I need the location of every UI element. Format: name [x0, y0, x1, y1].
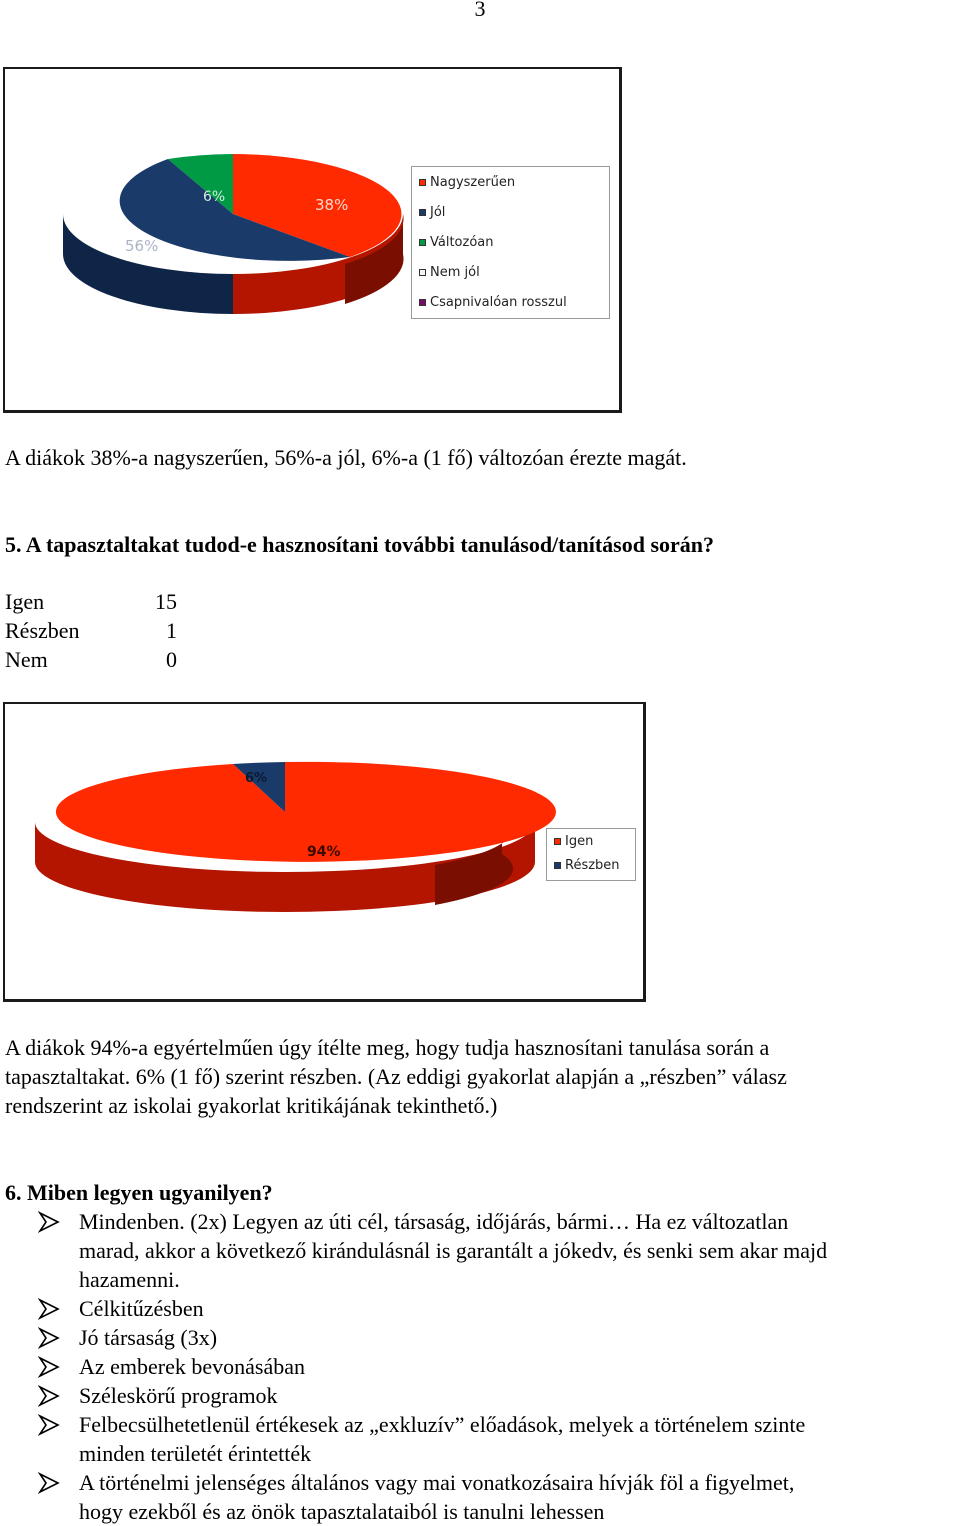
legend-item [430, 235, 494, 251]
legend-label: Nagyszerűen [430, 175, 516, 190]
list-item [0, 1381, 960, 1410]
table-label: Részben [5, 618, 80, 643]
list-item-line: hogy ezekből és az önök tapasztalataiból is tanulni lehessen [79, 1499, 605, 1524]
chart-1-frame [3, 67, 622, 413]
legend-swatch [419, 209, 426, 216]
legend-swatch [554, 862, 561, 869]
list-item-text [79, 1468, 942, 1526]
legend-swatch [419, 299, 426, 306]
table-value: 1 [166, 618, 177, 643]
legend-item [430, 205, 445, 221]
answer-list [0, 1207, 960, 1525]
list-item-line: hazamenni. [79, 1267, 180, 1292]
list-item [0, 1410, 960, 1468]
caption-2-line-2: tapasztaltakat. 6% (1 fő) szerint részben. (Az eddigi gyakorlat alapján a „részben” válasz [5, 1064, 787, 1089]
list-item-text: Jó társaság (3x) [79, 1325, 218, 1350]
arrow-bullet-icon [38, 1327, 60, 1349]
table-label: Igen [5, 589, 45, 614]
chart-2-slice-igen [56, 762, 556, 862]
legend-item [430, 295, 567, 311]
list-item-text [79, 1410, 942, 1468]
legend-label: Részben [565, 858, 620, 873]
table-value: 15 [155, 589, 177, 614]
question-6-heading: 6. Miben legyen ugyanilyen? [5, 1180, 273, 1205]
page-number: 3 [474, 0, 486, 21]
arrow-bullet-icon [38, 1298, 60, 1320]
caption-2 [5, 1033, 956, 1120]
legend-item [430, 265, 480, 281]
chart-1-label-valtozoan: 6% [203, 189, 226, 205]
answer-table [5, 587, 185, 677]
legend-swatch [554, 838, 561, 845]
caption-2-line-1: A diákok 94%-a egyértelműen úgy ítélte meg, hogy tudja hasznosítani tanulása során a [5, 1035, 770, 1060]
table-row [5, 645, 185, 674]
chart-1-label-nagyszeruen: 38% [315, 196, 349, 214]
arrow-bullet-icon [38, 1211, 60, 1233]
table-row [5, 616, 185, 645]
chart-1-legend [411, 166, 610, 319]
legend-label: Igen [565, 834, 594, 849]
list-item [0, 1352, 960, 1381]
legend-swatch [419, 239, 426, 246]
question-5-heading: 5. A tapasztaltakat tudod-e hasznosítani további tanulásod/tanításod során? [5, 532, 715, 557]
arrow-bullet-icon [38, 1385, 60, 1407]
legend-label: Nem jól [430, 265, 480, 280]
chart-2-frame [3, 702, 646, 1002]
list-item [0, 1294, 960, 1323]
legend-item [565, 834, 593, 850]
arrow-bullet-icon [38, 1414, 60, 1436]
list-item-text: Célkitűzésben [79, 1296, 204, 1321]
legend-swatch [419, 269, 426, 276]
legend-label: Jól [430, 205, 446, 220]
arrow-bullet-icon [38, 1356, 60, 1378]
legend-item [565, 858, 620, 874]
list-item-line: Mindenben. (2x) Legyen az úti cél, társaság, időjárás, bármi… Ha ez változatlan [79, 1209, 789, 1234]
chart-1-label-jol: 56% [125, 237, 159, 255]
list-item-line: Felbecsülhetetlenül értékesek az „exkluzív” előadások, melyek a történelem szinte [79, 1412, 806, 1437]
list-item [0, 1468, 960, 1526]
list-item-text: Az emberek bevonásában [79, 1354, 306, 1379]
list-item [0, 1207, 960, 1294]
legend-swatch [419, 179, 426, 186]
table-label: Nem [5, 647, 48, 672]
list-item [0, 1323, 960, 1352]
list-item-line: minden területét érintették [79, 1441, 312, 1466]
list-item-text [79, 1207, 942, 1294]
table-value: 0 [166, 647, 177, 672]
legend-label: Változóan [430, 235, 494, 250]
caption-2-line-3: rendszerint az iskolai gyakorlat kritikájának tekinthető.) [5, 1093, 498, 1118]
list-item-text: Széleskörű programok [79, 1383, 278, 1408]
legend-label: Csapnivalóan rosszul [430, 295, 567, 310]
caption-1: A diákok 38%-a nagyszerűen, 56%-a jól, 6%-a (1 fő) változóan érezte magát. [5, 445, 687, 470]
chart-2-label-igen: 94% [307, 844, 341, 860]
list-item-line: A történelmi jelenséges általános vagy mai vonatkozásaira hívják föl a figyelmet, [79, 1470, 795, 1495]
table-row [5, 587, 185, 616]
chart-2-legend [546, 828, 636, 881]
legend-item [430, 175, 515, 191]
list-item-line: marad, akkor a következő kirándulásnál is garantált a jókedv, és senki sem akar majd [79, 1238, 828, 1263]
chart-2-label-reszben: 6% [245, 771, 268, 786]
arrow-bullet-icon [38, 1472, 60, 1494]
